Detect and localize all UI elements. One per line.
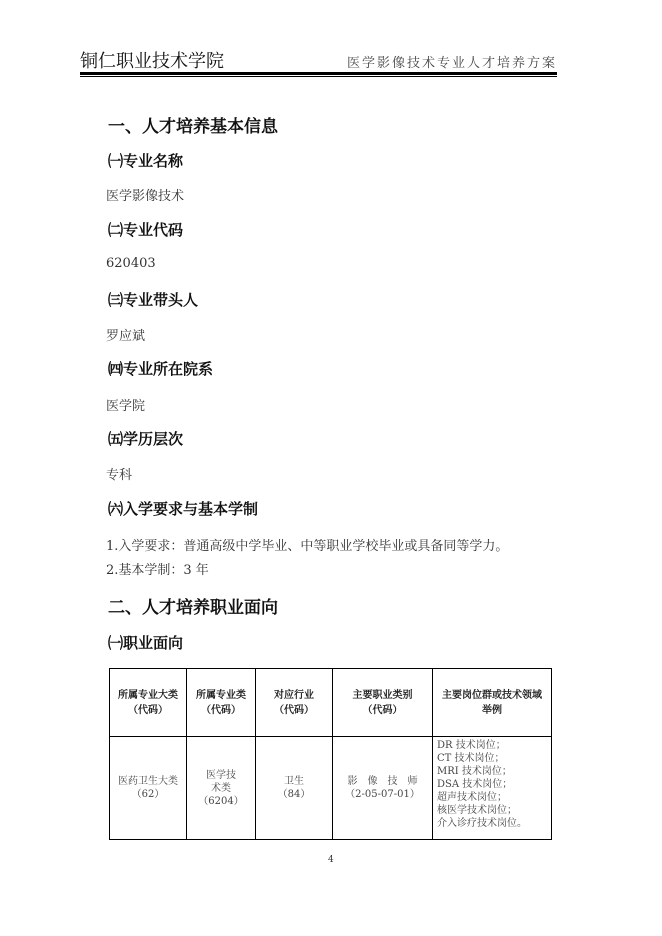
heading-career-direction: ㈠职业面向 bbox=[108, 634, 184, 652]
value-major-name: 医学影像技术 bbox=[106, 189, 185, 204]
role-item: MRI 技术岗位； bbox=[437, 766, 512, 777]
heading-major-name: ㈠专业名称 bbox=[108, 152, 184, 170]
cell-occupation: 影 像 技 师 （2-05-07-01） bbox=[333, 737, 433, 840]
header-rule-thin bbox=[80, 76, 557, 77]
cell-major-class: 医学技 术类 （6204） bbox=[187, 737, 256, 840]
header-rule-thick bbox=[80, 72, 557, 75]
heading-admission: ㈥入学要求与基本学制 bbox=[108, 500, 259, 518]
role-item: DR 技术岗位； bbox=[437, 740, 506, 751]
value-major-code: 620403 bbox=[106, 256, 156, 271]
page-number: 4 bbox=[328, 855, 334, 865]
heading-major-code: ㈡专业代码 bbox=[108, 221, 184, 239]
table-header-row bbox=[110, 669, 552, 737]
institution-name: 铜仁职业技术学院 bbox=[80, 51, 224, 72]
cell-major-category: 医药卫生大类 （62） bbox=[110, 737, 187, 840]
heading-major-leader: ㈢专业带头人 bbox=[108, 291, 199, 309]
career-direction-table bbox=[109, 668, 552, 840]
table-row bbox=[110, 737, 552, 840]
role-item: 介入诊疗技术岗位。 bbox=[437, 818, 527, 829]
col-major-class: 所属专业类 （代码） bbox=[187, 669, 256, 737]
document-title: 医学影像技术专业人才培养方案 bbox=[346, 56, 557, 71]
role-item: 超声技术岗位； bbox=[437, 792, 507, 803]
value-major-leader: 罗应斌 bbox=[106, 329, 146, 344]
heading-department: ㈣专业所在院系 bbox=[108, 360, 214, 378]
value-department: 医学院 bbox=[106, 399, 146, 414]
col-roles: 主要岗位群或技术领域 举例 bbox=[433, 669, 552, 737]
cell-roles bbox=[433, 737, 552, 840]
cell-industry: 卫生 （84） bbox=[256, 737, 333, 840]
admission-requirement: 1.入学要求：普通高级中学毕业、中等职业学校毕业或具备同等学力。 bbox=[106, 539, 509, 554]
col-industry: 对应行业 （代码） bbox=[256, 669, 333, 737]
section1-title: 一、人才培养基本信息 bbox=[108, 117, 278, 137]
value-education-level: 专科 bbox=[106, 468, 133, 483]
role-item: 核医学技术岗位； bbox=[437, 805, 517, 816]
role-item: DSA 技术岗位； bbox=[437, 779, 513, 790]
study-duration: 2.基本学制：3 年 bbox=[106, 563, 209, 578]
role-item: CT 技术岗位； bbox=[437, 753, 505, 764]
heading-education-level: ㈤学历层次 bbox=[108, 430, 184, 448]
page-header bbox=[80, 40, 557, 78]
section2-title: 二、人才培养职业面向 bbox=[108, 598, 278, 618]
col-occupation: 主要职业类别 （代码） bbox=[333, 669, 433, 737]
col-major-category: 所属专业大类 （代码） bbox=[110, 669, 187, 737]
